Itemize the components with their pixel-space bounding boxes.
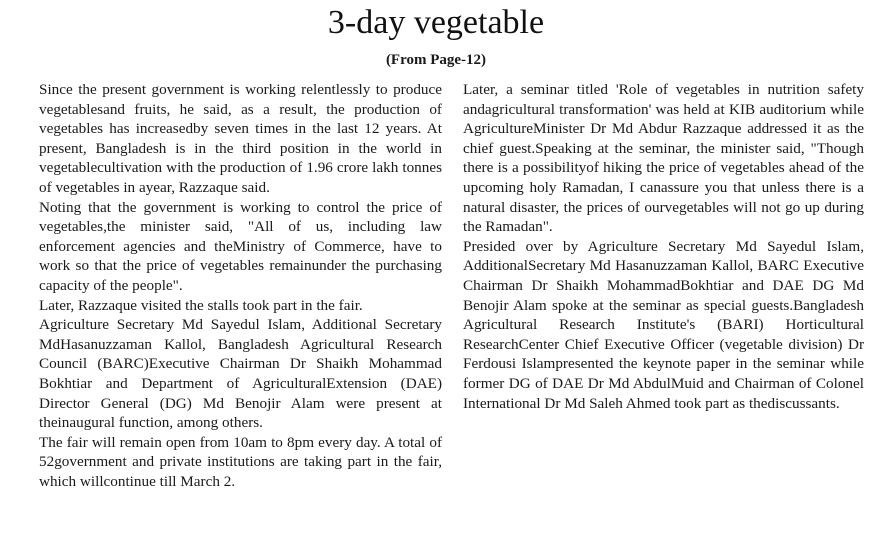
paragraph: Agriculture Secretary Md Sayedul Islam, Additional Secretary MdHasanuzzaman Kallol, Bangladesh Agricultural Research Council (BARC)Executive Chairman Dr Shaikh Mohammad Bokhtiar and Department of AgriculturalExtension (DAE) Director General (DG) Md Benojir Alam were present at theinaugural function, among others. bbox=[39, 316, 442, 432]
paragraph: Later, a seminar titled 'Role of vegetables in nutrition safety andagricultural transformation' was held at KIB auditorium while AgricultureMinister Dr Md Abdur Razzaque addressed it as the chief guest.Speaking at the seminar, the minister said, "Though there is a possibilityof hiking the price of vegetables ahead of the upcoming holy Ramadan, I canassure you that unless there is a natural disaster, the prices of ourvegetables will not go up during the Ramadan". bbox=[463, 81, 864, 236]
paragraph: Since the present government is working relentlessly to produce vegetablesand fruits, he said, as a result, the production of vegetables has increasedby seven times in the last 12 years. At present, Bangladesh is in the third position in the world in vegetablecultivation with the production of 1.96 crore lakh tonnes of vegetables in ayear, Razzaque said. bbox=[39, 81, 442, 196]
paragraph: The fair will remain open from 10am to 8pm every day. A total of 52government and private institutions are taking part in the fair, which willcontinue till March 2. bbox=[39, 433, 442, 490]
article-headline: 3-day vegetable bbox=[327, 4, 545, 41]
paragraph: Presided over by Agriculture Secretary Md Sayedul Islam, AdditionalSecretary Md Hasanuzzaman Kallol, BARC Executive Chairman Dr Shaikh MohammadBokhtiar and DAE DG Md Benojir Alam spoke at the seminar as special guests.Bangladesh Agricultural Research Institute's (BARI) Horticultural ResearchCenter Chief Executive Officer (vegetable division) Dr Ferdousi Islampresented the keynote paper in the seminar while former DG of DAE Dr Md AbdulMuid and Chairman of Colonel International Dr Md Saleh Ahmed took part as thediscussants. bbox=[463, 237, 864, 412]
article-column-right bbox=[463, 80, 864, 413]
paragraph: Later, Razzaque visited the stalls took part in the fair. bbox=[39, 296, 363, 314]
paragraph: Noting that the government is working to control the price of vegetables,the minister said, "All of us, including law enforcement agencies and theMinistry of Commerce, have to work so that the price of vegetables remainunder the purchasing capacity of the people". bbox=[39, 198, 442, 294]
source-page-note: (From Page-12) bbox=[385, 52, 487, 68]
article-column-left bbox=[39, 80, 442, 491]
